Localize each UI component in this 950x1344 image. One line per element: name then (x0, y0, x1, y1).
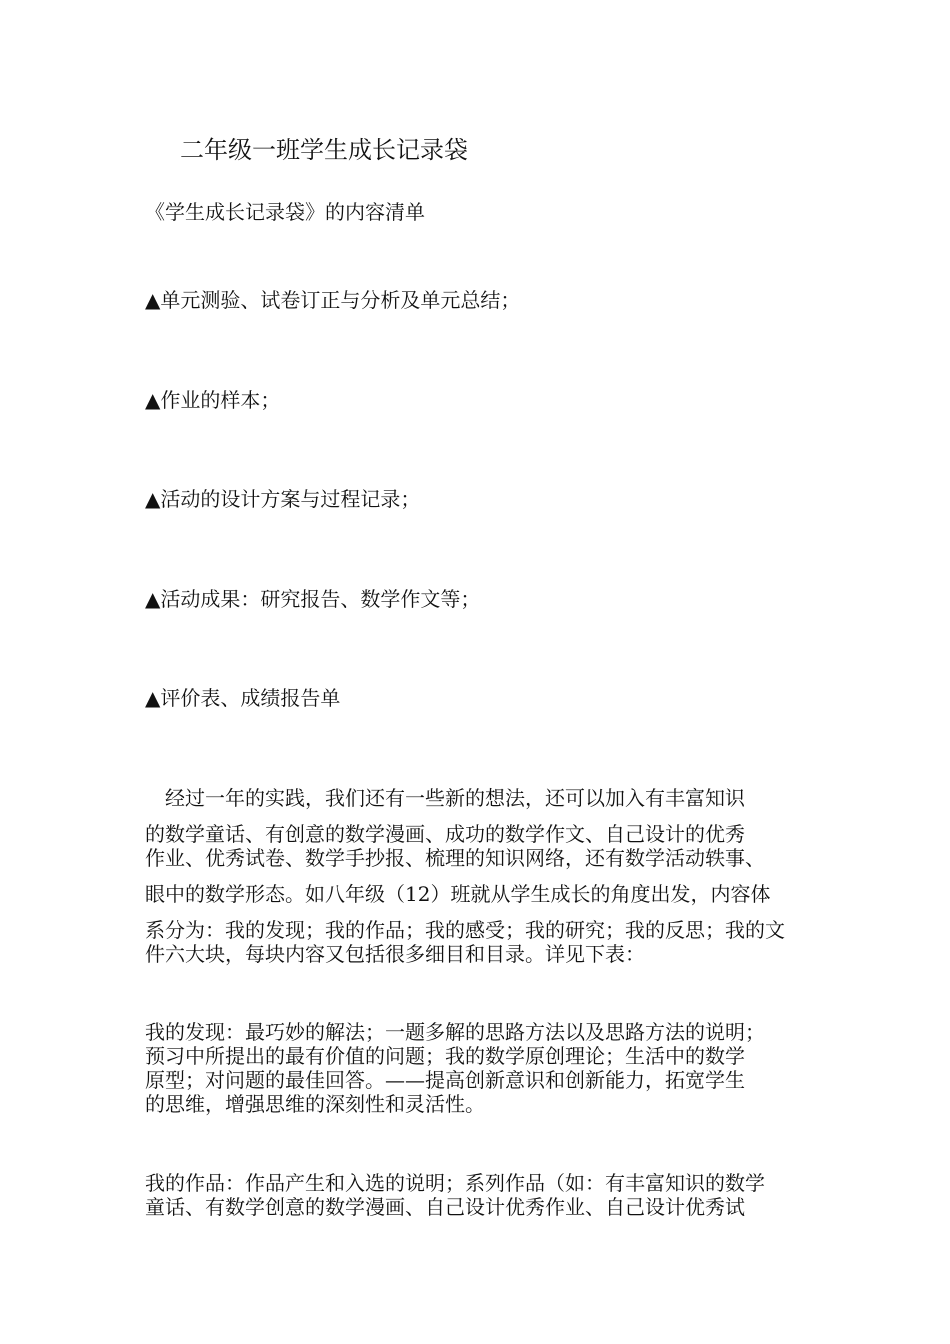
list-item: ▲活动的设计方案与过程记录； (145, 487, 421, 511)
paragraph-line: 我的发现：最巧妙的解法；一题多解的思路方法以及思路方法的说明； (145, 1020, 765, 1044)
paragraph-line: 眼中的数学形态。如八年级（12）班就从学生成长的角度出发，内容体 (145, 882, 771, 906)
paragraph-line: 我的作品：作品产生和入选的说明；系列作品（如：有丰富知识的数学 (145, 1171, 765, 1195)
paragraph-discovery (145, 1020, 825, 1116)
paragraph-works (145, 1171, 825, 1219)
paragraph-line: 童话、有数学创意的数学漫画、自己设计优秀作业、自己设计优秀试 (145, 1195, 745, 1219)
paragraph-line: 作业、优秀试卷、数学手抄报、梳理的知识网络，还有数学活动轶事、 (145, 846, 765, 870)
list-item: ▲评价表、成绩报告单 (145, 686, 341, 710)
list-item: ▲活动成果：研究报告、数学作文等； (145, 587, 481, 611)
paragraph-line: 的数学童话、有创意的数学漫画、成功的数学作文、自己设计的优秀 (145, 822, 745, 846)
paragraph-line: 原型；对问题的最佳回答。——提高创新意识和创新能力，拓宽学生 (145, 1068, 745, 1092)
paragraph-line: 系分为：我的发现；我的作品；我的感受；我的研究；我的反思；我的文 (145, 918, 785, 942)
list-item: ▲作业的样本； (145, 388, 281, 412)
paragraph-intro (145, 784, 825, 966)
paragraph-line: 经过一年的实践，我们还有一些新的想法，还可以加入有丰富知识 (145, 786, 745, 810)
document-subtitle: 《学生成长记录袋》的内容清单 (145, 200, 425, 224)
document-title: 二年级一班学生成长记录袋 (180, 136, 468, 164)
list-item: ▲单元测验、试卷订正与分析及单元总结； (145, 288, 521, 312)
paragraph-line: 件六大块，每块内容又包括很多细目和目录。详见下表： (145, 942, 645, 966)
paragraph-line: 的思维，增强思维的深刻性和灵活性。 (145, 1092, 485, 1116)
paragraph-line: 预习中所提出的最有价值的问题；我的数学原创理论；生活中的数学 (145, 1044, 745, 1068)
